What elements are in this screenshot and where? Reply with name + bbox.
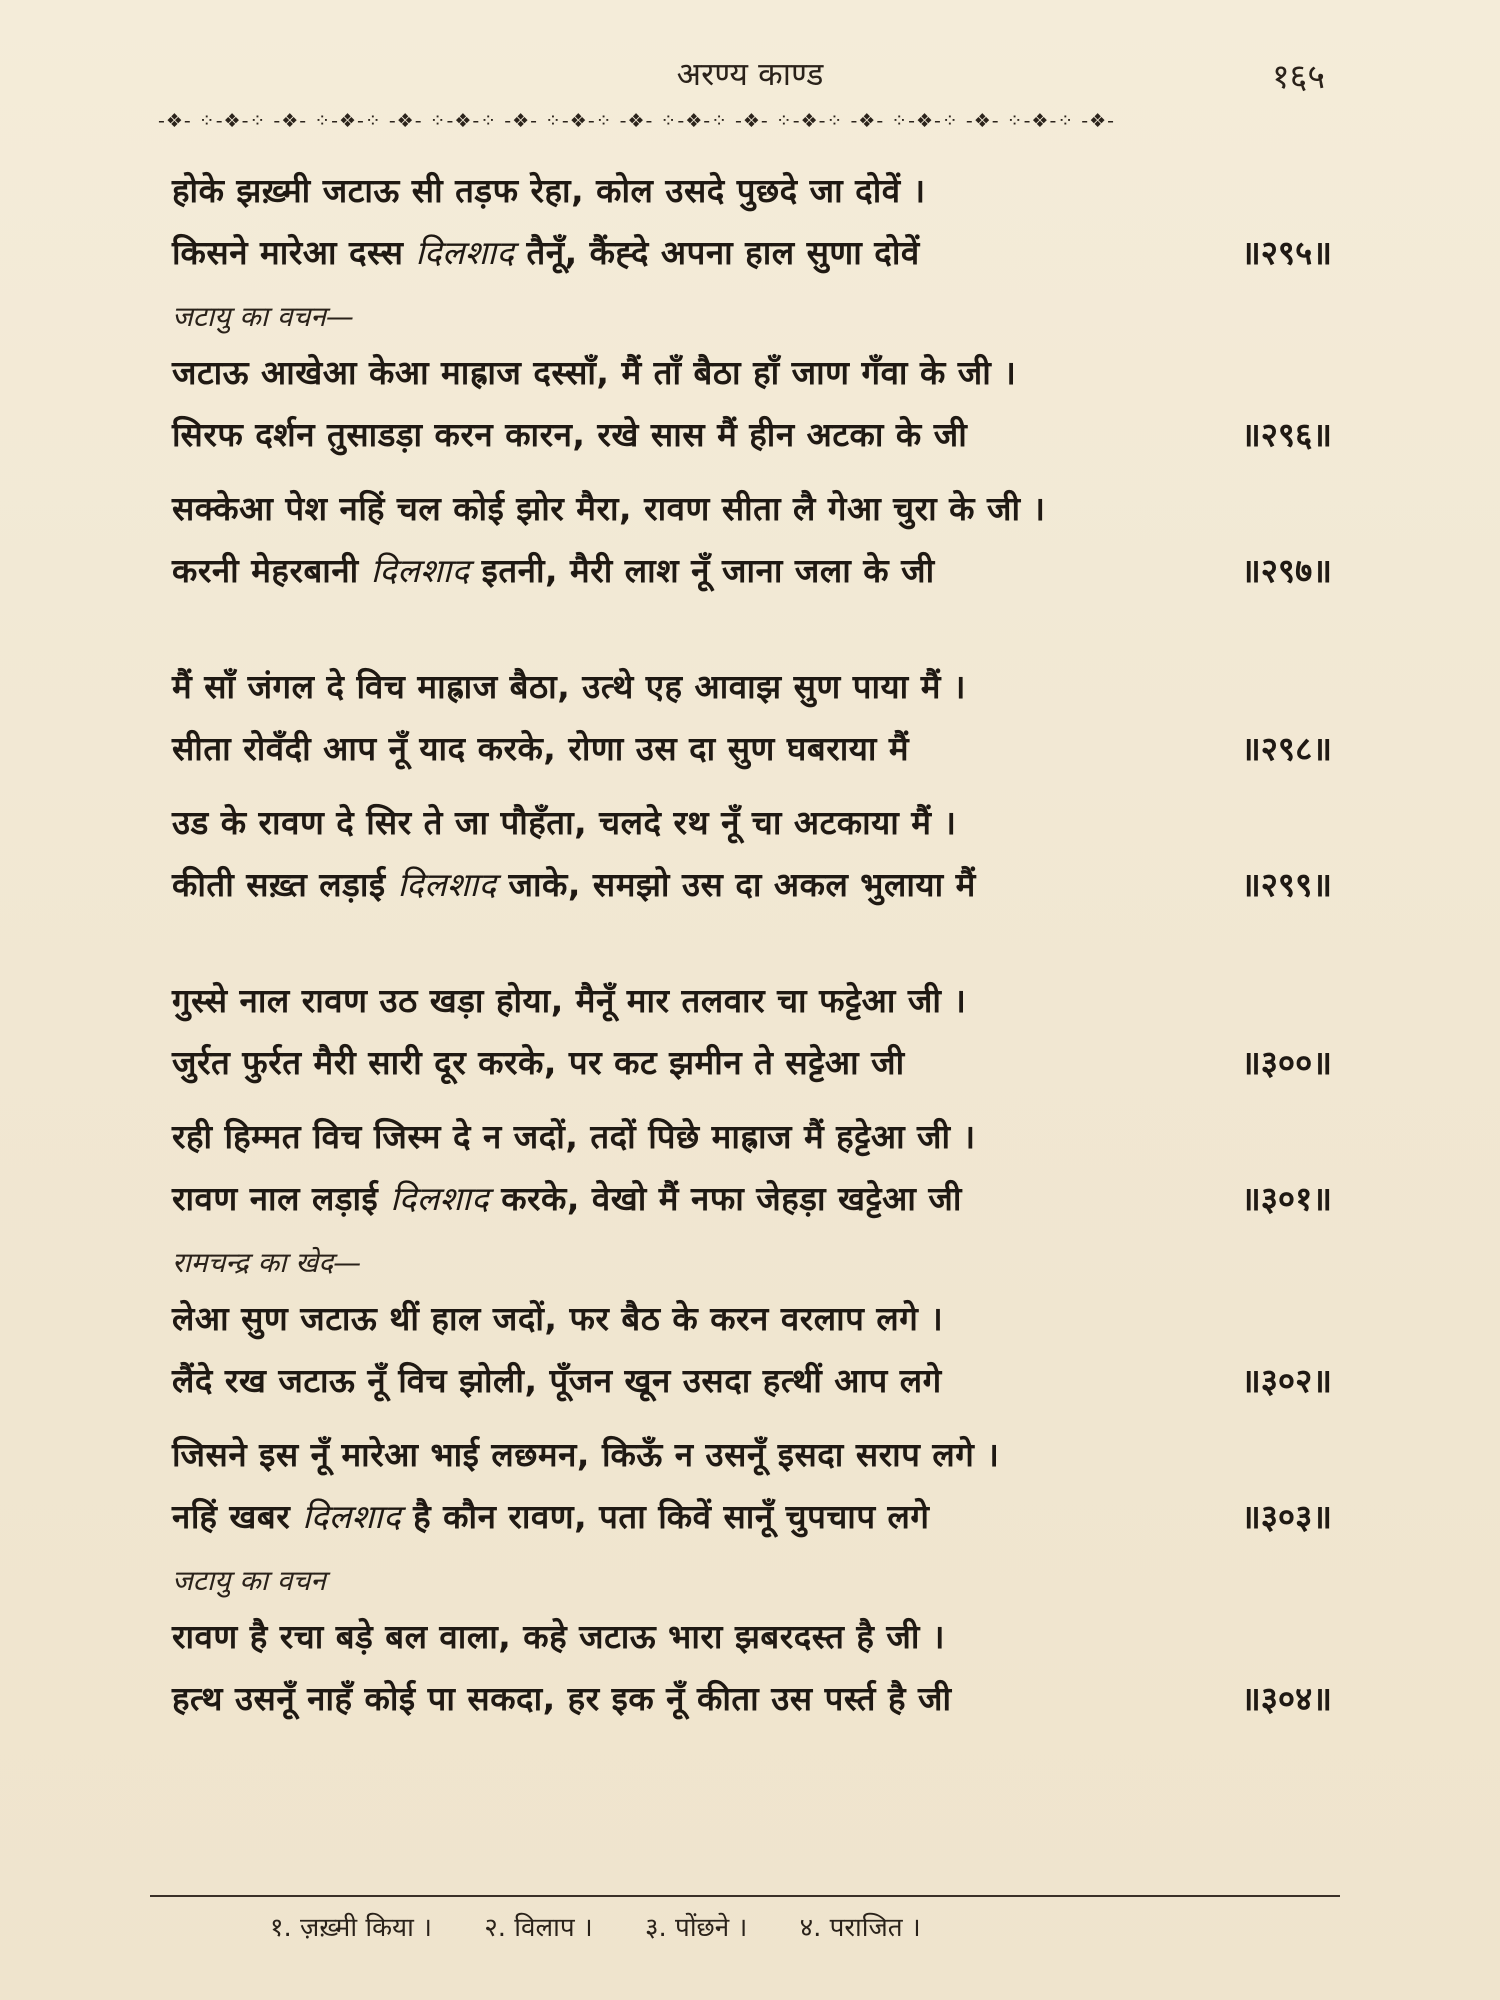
verse-number: ॥२९७॥ [1240, 551, 1332, 590]
verse-line [172, 854, 1332, 916]
verse-text: लेआ सुण जटाऊ थीं हाल जदों, फर बैठ के करन वरलाप लगे । [172, 1299, 944, 1338]
verse-text [172, 1486, 930, 1548]
verse-text [172, 222, 920, 284]
verse-text: जुर्रत फुर्रत मैरी सारी दूर करके, पर कट झमीन ते सट्टेआ जी [172, 1043, 905, 1082]
verse-text: लैंदे रख जटाऊ नूँ विच झोली, पूँजन खून उसदा हत्थीं आप लगे [172, 1361, 942, 1400]
verse-line [172, 478, 1332, 540]
poet-name: दिलशाद [390, 1179, 490, 1218]
verse-line [172, 970, 1332, 1032]
footnote: २. विलाप । [484, 1913, 593, 1943]
verse-number: ॥२९५॥ [1240, 233, 1332, 272]
verse-text: जटाऊ आखेआ केआ माह्राज दस्साँ, मैं ताँ बैठा हाँ जाण गँवा के जी । [172, 353, 1017, 392]
verse-line [172, 222, 1332, 284]
ornamental-divider: -❖- ⁘-❖-⁘ -❖- ⁘-❖-⁘ -❖- ⁘-❖-⁘ -❖- ⁘-❖-⁘ -❖- ⁘-❖-⁘ -❖- ⁘-❖-⁘ -❖- ⁘-❖-⁘ -❖- ⁘-❖-⁘ -❖- [158, 110, 1116, 132]
verse-line [172, 404, 1332, 466]
page-header [0, 52, 1500, 102]
footnote: ४. पराजित । [799, 1913, 921, 1943]
footnotes [270, 1908, 965, 1944]
verse-text: सीता रोवँदी आप नूँ याद करके, रोणा उस दा सुण घबराया मैं [172, 729, 910, 768]
verse-line [172, 342, 1332, 404]
poet-name: दिलशाद [397, 865, 497, 904]
verse-text: सिरफ दर्शन तुसाडड़ा करन कारन, रखे सास मैं हीन अटका के जी [172, 415, 968, 454]
footnote: ३. पोंछने । [645, 1913, 748, 1943]
verse-text: रावण है रचा बड़े बल वाला, कहे जटाऊ भारा झबरदस्त है जी । [172, 1617, 945, 1656]
verse-text-pre: कीती सख़्त लड़ाई [172, 865, 398, 904]
verse-line [172, 1288, 1332, 1350]
verse-line [172, 1606, 1332, 1668]
verse-line [172, 1486, 1332, 1548]
verse-number: ॥३०१॥ [1240, 1179, 1332, 1218]
verse-text-pre: करनी मेहरबानी [172, 551, 371, 590]
verse-text-pre: रावण नाल लड़ाई [172, 1179, 391, 1218]
verse-text: गुस्से नाल रावण उठ खड़ा होया, मैनूँ मार तलवार चा फट्टेआ जी । [172, 981, 967, 1020]
verse-text-pre: नहिं खबर [172, 1497, 303, 1536]
poet-name: दिलशाद [415, 233, 515, 272]
verse-line [172, 792, 1332, 854]
verse-text-post: तैनूँ, कैंह्दे अपना हाल सुणा दोवें [514, 233, 920, 272]
section-heading: रामचन्द्र का खेद— [172, 1246, 362, 1279]
verse-line [172, 160, 1332, 222]
verse-text: सक्केआ पेश नहिं चल कोई झोर मैरा, रावण सीता लै गेआ चुरा के जी । [172, 489, 1046, 528]
verse-line [172, 1106, 1332, 1168]
verse-text [172, 854, 976, 916]
verse-number: ॥२९६॥ [1240, 415, 1332, 454]
page-number: १६५ [1271, 57, 1325, 97]
verse-text-post: जाके, समझो उस दा अकल भुलाया मैं [496, 865, 976, 904]
verse-number: ॥३०४॥ [1240, 1679, 1332, 1718]
running-title: अरण्य काण्ड [676, 55, 824, 93]
verse-number: ॥३००॥ [1240, 1043, 1332, 1082]
verse-text-pre: किसने मारेआ दस्स [172, 233, 416, 272]
footnote-divider [150, 1895, 1340, 1897]
verse-line [172, 1668, 1332, 1730]
verse-text: जिसने इस नूँ मारेआ भाई लछमन, किऊँ न उसनूँ इसदा सराप लगे । [172, 1435, 1000, 1474]
verse-line [172, 718, 1332, 780]
verse-line [172, 540, 1332, 602]
verse-line [172, 1168, 1332, 1230]
verse-text: रही हिम्मत विच जिस्म दे न जदों, तदों पिछे माह्राज मैं हट्टेआ जी । [172, 1117, 976, 1156]
verse-text: उड के रावण दे सिर ते जा पौहँता, चलदे रथ नूँ चा अटकाया मैं । [172, 803, 957, 842]
verse-text [172, 1168, 962, 1230]
verse-text-post: इतनी, मैरी लाश नूँ जाना जला के जी [469, 551, 935, 590]
verse-line [172, 656, 1332, 718]
verse-text-post: करके, वेखो मैं नफा जेहड़ा खट्टेआ जी [489, 1179, 962, 1218]
verse-number: ॥३०२॥ [1240, 1361, 1332, 1400]
verse-number: ॥२९९॥ [1240, 865, 1332, 904]
verse-number: ॥२९८॥ [1240, 729, 1332, 768]
verse-line [172, 1424, 1332, 1486]
verse-line [172, 1350, 1332, 1412]
verse-text-post: है कौन रावण, पता किवें सानूँ चुपचाप लगे [401, 1497, 930, 1536]
footnote: १. ज़ख़्मी किया । [270, 1913, 432, 1943]
verse-text: मैं साँ जंगल दे विच माह्राज बैठा, उत्थे एह आवाझ सुण पाया मैं । [172, 667, 966, 706]
verse-text [172, 540, 935, 602]
verse-text: होके झख़्मी जटाऊ सी तड़फ रेहा, कोल उसदे पुछदे जा दोवें । [172, 171, 926, 210]
poet-name: दिलशाद [370, 551, 470, 590]
verse-line [172, 1032, 1332, 1094]
verse-body [172, 160, 1332, 1730]
poet-name: दिलशाद [302, 1497, 402, 1536]
verse-text: हत्थ उसनूँ नाहँ कोई पा सकदा, हर इक नूँ कीता उस पर्स्त है जी [172, 1679, 952, 1718]
section-heading: जटायु का वचन— [172, 300, 354, 333]
verse-number: ॥३०३॥ [1240, 1497, 1332, 1536]
section-heading: जटायु का वचन [172, 1564, 326, 1597]
